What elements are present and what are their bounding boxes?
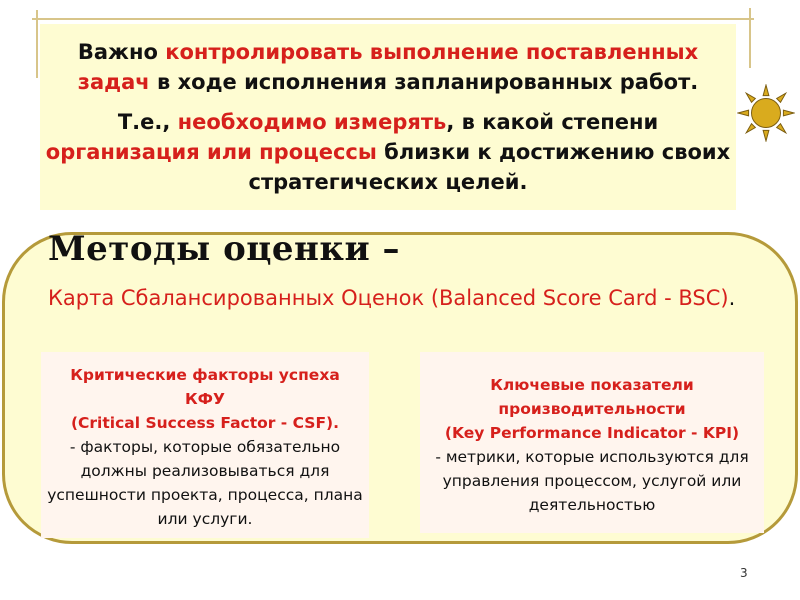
statement-line-2 — [40, 107, 736, 197]
statement-1-suffix: в ходе исполнения запланированных работ. — [149, 70, 699, 94]
statement-box — [40, 24, 736, 210]
csf-title-line-1: Критические факторы успеха — [70, 366, 340, 384]
decorative-line-right — [749, 8, 751, 68]
statement-2-suffix: близки к достижению своих стратегических целей. — [248, 140, 731, 194]
statement-2-highlight-2: организация или процессы — [45, 140, 377, 164]
statement-2-middle: , в какой степени — [446, 110, 659, 134]
csf-card — [41, 352, 369, 538]
decorative-line-top — [32, 18, 754, 20]
kpi-card — [420, 352, 764, 533]
kpi-title-line-2: производительности — [498, 400, 686, 418]
statement-2-highlight-1: необходимо измерять — [177, 110, 447, 134]
kpi-title-line-1: Ключевые показатели — [490, 376, 694, 394]
page-number: 3 — [740, 566, 748, 580]
bsc-description — [48, 282, 748, 314]
statement-2-prefix: Т.е., — [117, 110, 178, 134]
statement-1-highlight: контролировать выполнение поставленных задач — [77, 40, 699, 94]
statement-line-1 — [40, 37, 736, 97]
kpi-title-line-3: (Key Performance Indicator - KPI) — [444, 424, 740, 442]
statement-1-prefix: Важно — [77, 40, 166, 64]
bsc-text: Карта Сбалансированных Оценок (Balanced Score Card - BSC) — [48, 286, 729, 310]
bsc-period: . — [728, 286, 736, 310]
methods-title: Методы оценки – — [48, 229, 401, 269]
decorative-line-left — [36, 10, 38, 78]
kpi-description: - метрики, которые используются для управления процессом, услугой или деятельностью — [435, 448, 749, 514]
csf-description: - факторы, которые обязательно должны реализовываться для успешности проекта, процесса, плана или услуги. — [47, 438, 363, 528]
csf-title-line-3: (Critical Success Factor - CSF). — [70, 414, 340, 432]
sun-icon — [737, 84, 795, 142]
csf-title-line-2: КФУ — [185, 390, 225, 408]
